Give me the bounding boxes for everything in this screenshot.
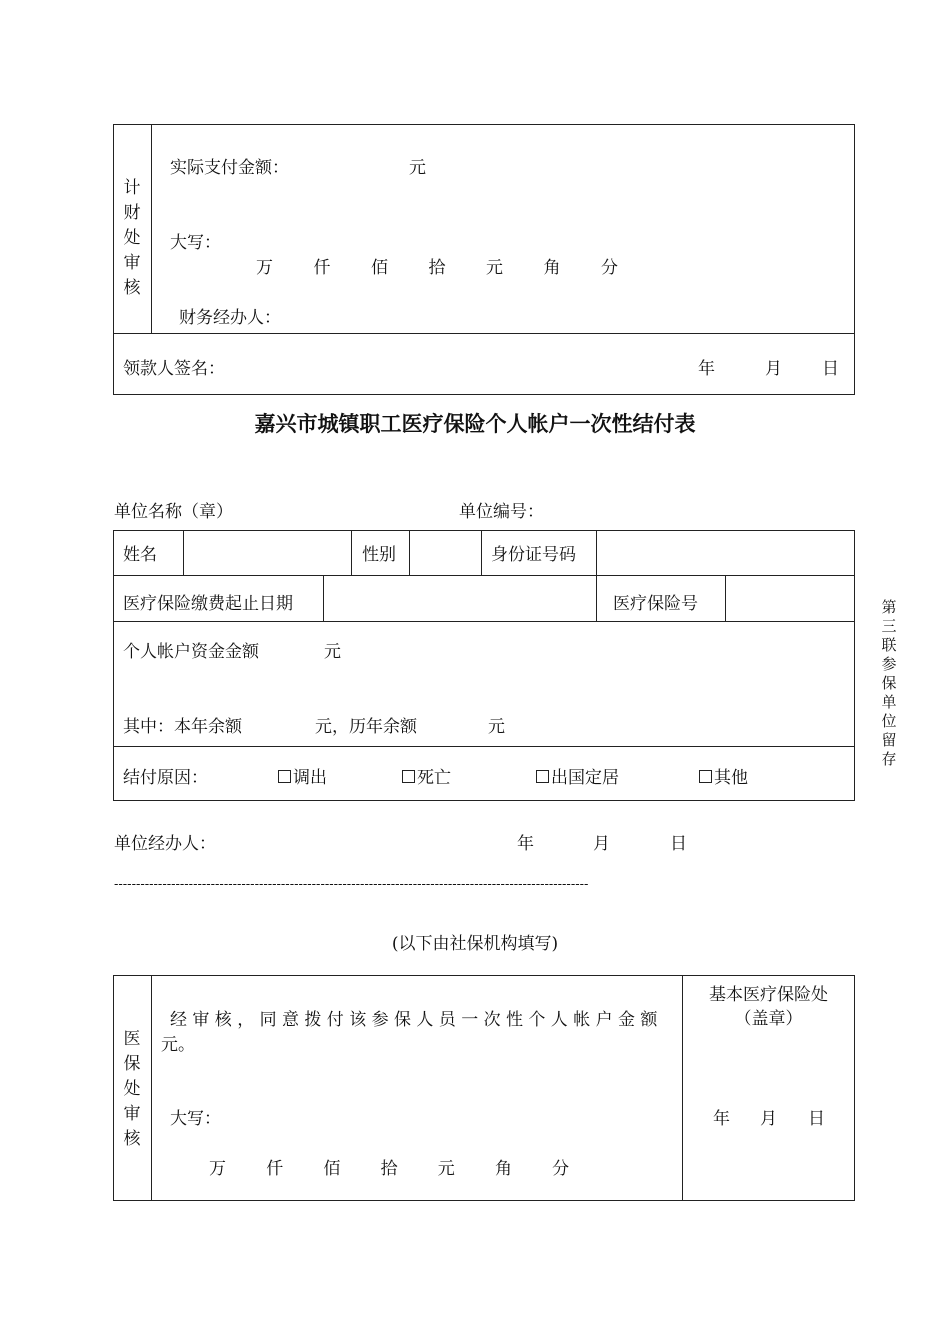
among-unit: 元，历年余额 — [315, 717, 417, 737]
unit-wan: 万 — [256, 258, 273, 278]
id-label: 身份证号码 — [491, 545, 576, 565]
bottom-side-label: 医保处审核 — [123, 1029, 141, 1149]
unit-shi: 拾 — [428, 258, 446, 278]
reason-death[interactable] — [402, 763, 451, 788]
recipient-date-day: 日 — [822, 359, 839, 379]
top-side-label: 计财处审核 — [123, 178, 141, 298]
actual-amount-label: 实际支付金额： — [170, 158, 289, 178]
checkbox-emigrate[interactable] — [536, 770, 549, 783]
row1-col5 — [596, 530, 597, 575]
office-date-month: 月 — [760, 1109, 777, 1129]
reason-emigrate[interactable] — [536, 763, 619, 788]
row2-col1 — [323, 575, 324, 621]
b-unit-shi: 拾 — [380, 1159, 398, 1179]
b-unit-jiao: 角 — [494, 1159, 512, 1179]
bottom-side-divider — [151, 975, 152, 1201]
top-row-divider — [113, 333, 855, 334]
b-unit-qian: 仟 — [266, 1159, 284, 1179]
office-date-year: 年 — [713, 1109, 730, 1129]
row1-col2 — [351, 530, 352, 575]
main-row1-divider — [113, 575, 855, 576]
reason-label: 结付原因： — [123, 768, 208, 788]
main-row2-divider — [113, 621, 855, 622]
unit-code-label: 单位编号： — [459, 502, 544, 522]
name-label: 姓名 — [123, 545, 157, 565]
reason-other[interactable] — [699, 763, 748, 788]
unit-handler-label: 单位经办人： — [114, 834, 216, 854]
handler-date-day: 日 — [670, 834, 687, 854]
row1-col4 — [481, 530, 482, 575]
checkbox-other[interactable] — [699, 770, 712, 783]
checkbox-transfer[interactable] — [278, 770, 291, 783]
reason-emigrate-label: 出国定居 — [551, 768, 619, 788]
cut-divider: ------------------------------------------------------------------------------------------------------------ — [114, 877, 589, 892]
among-unit2: 元 — [488, 717, 505, 737]
gender-label: 性别 — [362, 545, 396, 565]
among-label: 其中：本年余额 — [123, 717, 242, 737]
bottom-units-row — [209, 1154, 569, 1179]
handler-date-month: 月 — [593, 834, 610, 854]
row2-col3 — [725, 575, 726, 621]
top-units-row — [256, 253, 618, 278]
approval-text: 经审核，同意拨付该参保人员一次性个人帐户金额 — [170, 1010, 663, 1030]
row1-col3 — [409, 530, 410, 575]
row2-col2 — [596, 575, 597, 621]
reason-other-label: 其他 — [714, 768, 748, 788]
filled-by-note: (以下由社保机构填写) — [391, 934, 559, 954]
unit-fen: 分 — [601, 258, 618, 278]
seal-label: （盖章） — [734, 1009, 803, 1029]
unit-jiao: 角 — [543, 258, 561, 278]
unit-name-label: 单位名称（章） — [114, 502, 233, 522]
office-label: 基本医疗保险处 — [709, 985, 828, 1005]
b-unit-wan: 万 — [209, 1159, 226, 1179]
recipient-sign-label: 领款人签名： — [123, 359, 225, 379]
top-daxie-label: 大写： — [170, 233, 221, 253]
insurance-no-label: 医疗保险号 — [613, 594, 698, 614]
reason-transfer-label: 调出 — [293, 768, 327, 788]
fund-amount-unit: 元 — [324, 642, 341, 662]
row1-col1 — [183, 530, 184, 575]
main-info-table — [113, 530, 855, 801]
main-row3-divider — [113, 746, 855, 747]
recipient-date-year: 年 — [698, 359, 715, 379]
finance-handler-label: 财务经办人： — [179, 308, 281, 328]
approval-unit: 元。 — [161, 1035, 195, 1055]
reason-transfer[interactable] — [278, 763, 327, 788]
copy-side-note: 第三联 参保单位留存 — [881, 598, 897, 768]
office-date-day: 日 — [808, 1109, 825, 1129]
top-side-divider — [151, 124, 152, 333]
reason-death-label: 死亡 — [417, 768, 451, 788]
handler-date-year: 年 — [517, 834, 534, 854]
unit-yuan: 元 — [486, 258, 503, 278]
b-unit-fen: 分 — [552, 1159, 570, 1179]
bottom-daxie-label: 大写： — [170, 1109, 221, 1129]
actual-amount-unit: 元 — [409, 158, 426, 178]
form-title: 嘉兴市城镇职工医疗保险个人帐户一次性结付表 — [254, 411, 696, 436]
fund-amount-label: 个人帐户资金金额 — [123, 642, 259, 662]
unit-bai: 佰 — [371, 258, 388, 278]
unit-qian: 仟 — [313, 258, 331, 278]
b-unit-bai: 佰 — [323, 1159, 341, 1179]
recipient-date-month: 月 — [765, 359, 782, 379]
checkbox-death[interactable] — [402, 770, 415, 783]
pay-period-label: 医疗保险缴费起止日期 — [123, 594, 293, 614]
b-unit-yuan: 元 — [437, 1159, 455, 1179]
